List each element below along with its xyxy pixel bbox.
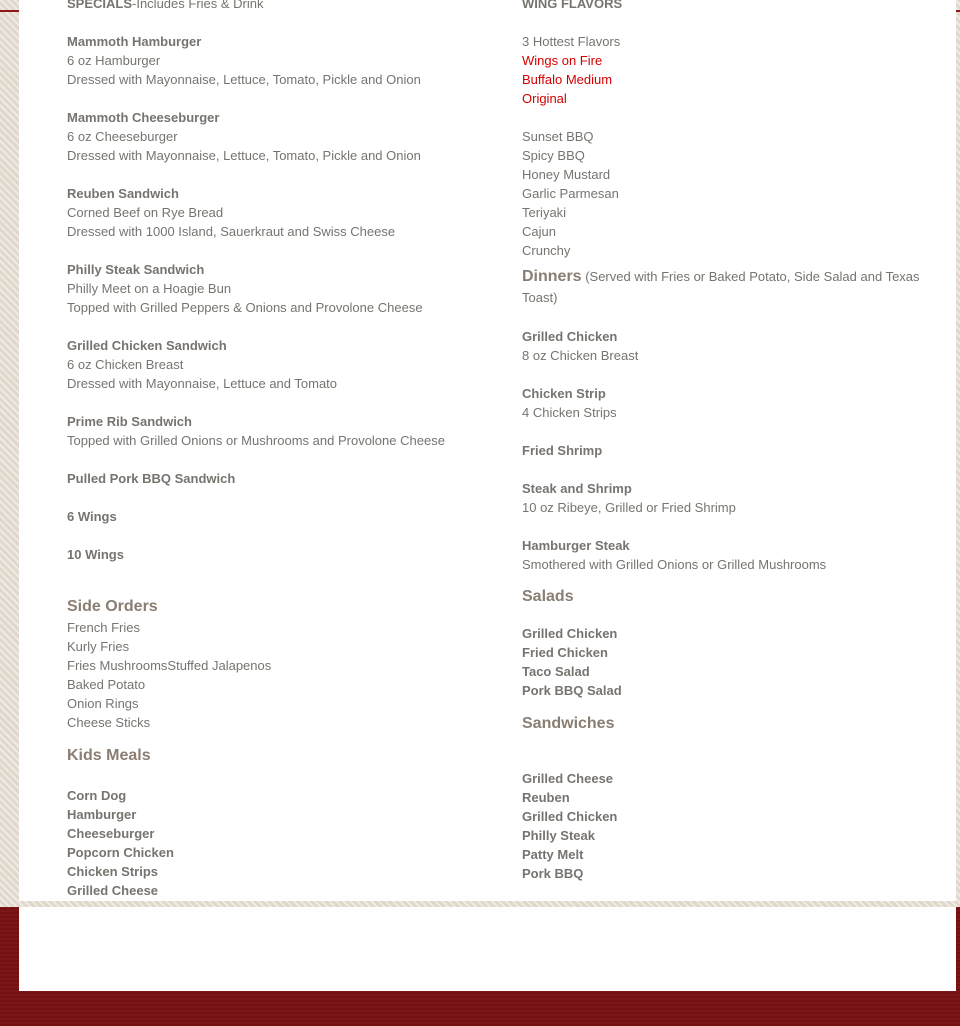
menu-item-name: Prime Rib Sandwich bbox=[67, 414, 192, 429]
flavor-item: Spicy BBQ bbox=[522, 148, 585, 163]
list-item: Grilled Cheese bbox=[522, 771, 614, 786]
flavor-item: Teriyaki bbox=[522, 205, 567, 220]
kids-meals-section bbox=[67, 745, 497, 900]
footer-panel bbox=[19, 907, 956, 991]
list-item: Cheeseburger bbox=[67, 826, 155, 841]
list-item: Fried Chicken bbox=[522, 645, 608, 660]
menu-item-name: Chicken Strip bbox=[522, 386, 606, 401]
list-item: Chicken Strips bbox=[67, 864, 159, 879]
list-item: Reuben bbox=[522, 790, 570, 805]
menu-item-desc: Dressed with Mayonnaise, Lettuce and Tomato bbox=[67, 376, 338, 391]
menu-item bbox=[67, 412, 497, 450]
dinners-note: (Served with Fries or Baked Potato, Side Salad and Texas Toast) bbox=[522, 269, 920, 305]
menu-item-name: Grilled Chicken bbox=[522, 329, 618, 344]
specials-label: SPECIALS bbox=[67, 0, 133, 11]
flavor-item: Cajun bbox=[522, 224, 556, 239]
list-item: Philly Steak bbox=[522, 828, 595, 843]
right-menu-column bbox=[522, 0, 937, 883]
hot-flavor-item: Original bbox=[522, 91, 567, 106]
flavor-item: Sunset BBQ bbox=[522, 129, 594, 144]
specials-line bbox=[67, 0, 497, 13]
section-title: Kids Meals bbox=[67, 747, 151, 764]
menu-item bbox=[67, 336, 497, 393]
section-title: Salads bbox=[522, 588, 574, 605]
list-item: Fries MushroomsStuffed Jalapenos bbox=[67, 658, 272, 673]
list-item: French Fries bbox=[67, 620, 140, 635]
list-item: Corn Dog bbox=[67, 788, 127, 803]
salads-section bbox=[522, 586, 937, 700]
specials-text: -Includes Fries & Drink bbox=[132, 0, 264, 11]
menu-item-name: Reuben Sandwich bbox=[67, 186, 179, 201]
list-item: Pork BBQ Salad bbox=[522, 683, 622, 698]
menu-item-desc: Smothered with Grilled Onions or Grilled Mushrooms bbox=[522, 557, 827, 572]
list-item: Hamburger bbox=[67, 807, 137, 822]
sandwiches-section bbox=[522, 713, 937, 883]
list-item: Patty Melt bbox=[522, 847, 584, 862]
menu-item-name: Pulled Pork BBQ Sandwich bbox=[67, 471, 236, 486]
menu-item-desc: Philly Meet on a Hoagie Bun bbox=[67, 281, 232, 296]
list-item: Taco Salad bbox=[522, 664, 590, 679]
menu-item-name: Grilled Chicken Sandwich bbox=[67, 338, 227, 353]
section-title: Sandwiches bbox=[522, 715, 615, 732]
flavor-item: Garlic Parmesan bbox=[522, 186, 619, 201]
menu-item bbox=[67, 184, 497, 241]
list-item: Onion Rings bbox=[67, 696, 139, 711]
side-orders-section bbox=[67, 596, 497, 732]
flavor-item: Honey Mustard bbox=[522, 167, 611, 182]
menu-item bbox=[67, 260, 497, 317]
menu-item-desc: 8 oz Chicken Breast bbox=[522, 348, 639, 363]
menu-item-desc: 4 Chicken Strips bbox=[522, 405, 617, 420]
menu-item-desc: Topped with Grilled Onions or Mushrooms and Provolone Cheese bbox=[67, 433, 445, 448]
menu-item-name: Mammoth Cheeseburger bbox=[67, 110, 220, 125]
list-item: Grilled Chicken bbox=[522, 809, 618, 824]
menu-item-desc: 10 oz Ribeye, Grilled or Fried Shrimp bbox=[522, 500, 736, 515]
menu-item bbox=[67, 108, 497, 165]
menu-item-name: Mammoth Hamburger bbox=[67, 34, 202, 49]
list-item: Pork BBQ bbox=[522, 866, 584, 881]
menu-item-name: 6 Wings bbox=[67, 509, 117, 524]
hot-flavor-item: Buffalo Medium bbox=[522, 72, 613, 87]
menu-item-desc: Dressed with Mayonnaise, Lettuce, Tomato, Pickle and Onion bbox=[67, 72, 421, 87]
menu-item-desc: Corned Beef on Rye Bread bbox=[67, 205, 224, 220]
menu-item-desc: Dressed with Mayonnaise, Lettuce, Tomato, Pickle and Onion bbox=[67, 148, 421, 163]
list-item: Cheese Sticks bbox=[67, 715, 151, 730]
menu-item-name: Philly Steak Sandwich bbox=[67, 262, 205, 277]
wing-flavors-title: WING FLAVORS bbox=[522, 0, 623, 11]
menu-item-desc: Topped with Grilled Peppers & Onions and Provolone Cheese bbox=[67, 300, 423, 315]
dinners-heading bbox=[522, 266, 937, 308]
flavor-item: Crunchy bbox=[522, 243, 571, 258]
list-item: Grilled Chicken bbox=[522, 626, 618, 641]
menu-content-panel bbox=[19, 0, 956, 901]
list-item: Grilled Cheese bbox=[67, 883, 159, 898]
menu-item-desc: 6 oz Cheeseburger bbox=[67, 129, 178, 144]
menu-item-name: Fried Shrimp bbox=[522, 443, 603, 458]
section-title: Dinners bbox=[522, 268, 582, 285]
menu-item-desc: Dressed with 1000 Island, Sauerkraut and Swiss Cheese bbox=[67, 224, 396, 239]
menu-item-name: Hamburger Steak bbox=[522, 538, 630, 553]
section-title: Side Orders bbox=[67, 598, 158, 615]
hottest-flavors-label: 3 Hottest Flavors bbox=[522, 34, 621, 49]
list-item: Popcorn Chicken bbox=[67, 845, 174, 860]
hot-flavor-item: Wings on Fire bbox=[522, 53, 603, 68]
menu-item-desc: 6 oz Hamburger bbox=[67, 53, 161, 68]
menu-item-name: Steak and Shrimp bbox=[522, 481, 632, 496]
menu-item-name: 10 Wings bbox=[67, 547, 124, 562]
list-item: Kurly Fries bbox=[67, 639, 130, 654]
list-item: Baked Potato bbox=[67, 677, 146, 692]
left-menu-column bbox=[67, 0, 497, 900]
menu-item bbox=[67, 32, 497, 89]
menu-item-desc: 6 oz Chicken Breast bbox=[67, 357, 184, 372]
